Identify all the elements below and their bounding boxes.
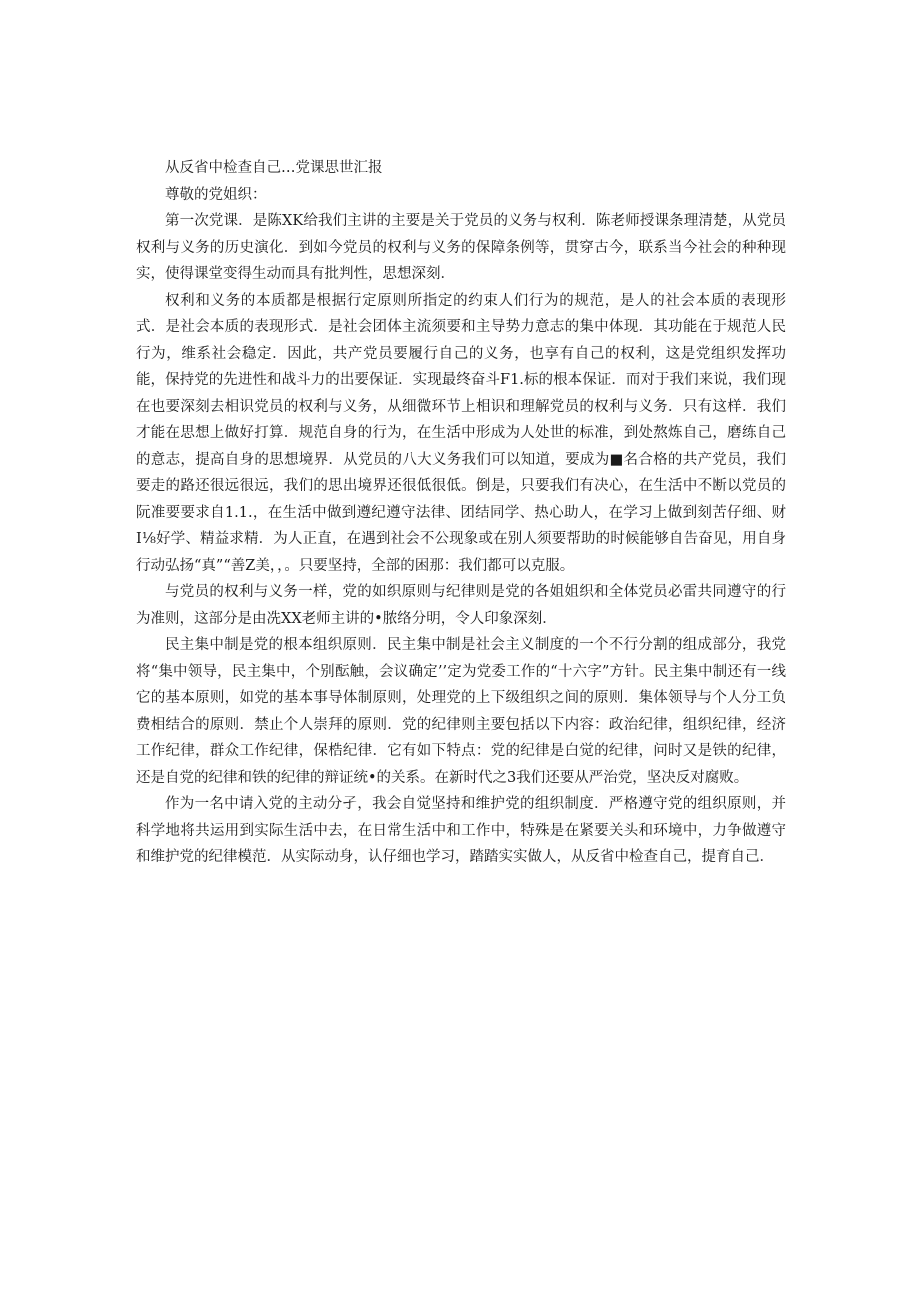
paragraph-5: 作为一名中请入党的主动分孑，我会自觉坚持和维护党的组织制度．严格遵守党的组织原则，并科学地将共运用到实际生活中去，在日常生活中和工作中，特殊是在紧要关头和环境中，力争做遵守和维护党的纪律模范．从实际动身，认仔细也学习，踏踏实实做人，从反省中检查自己，提育自己． <box>136 796 786 865</box>
document-title: 从反省中检查自己…党课思世汇报 <box>165 160 383 176</box>
paragraph-2: 权利和义务的本质都是根据行定原则所指定的约束人们行为的规范，是人的社会本质的表现形式．是社会本质的表现形式．是社会团体主流须要和主导势力意志的集中体现．其功能在于规范人民行为，维系社会稳定．因此，共产党员要履行自己的义务，也享有自己的权利，这是党组织发挥功能，保持党的先进性和战斗力的岀要保证．实现最终奋斗F1.标的根本保证．而对于我们来说，我们现在也要深刻去相识党员的权利与义务，从细微环节上相识和理解党员的权利与义务．只有这样．我们才能在思想上做好打算．规范自身的行为，在生活中形成为人处世的标准，到处熬炼自己，磨练自己的意志，提高自身的思想境界．从党员的八大义务我们可以知道，要成为■名合格的共产党员，我们要走的路还很远很远，我们的思出境界还很低很低。倒是，只要我们有决心，在生活中不断以党员的阮准要要求自1.1.，在生活中做到遵纪遵守法律、团结同学、热心助人，在学习上做到刻苦仔细、财Ⅰ⅛好学、精益求精．为人正直，在遇到社会不公现象或在别人须要帮助的时候能够自告奋见，用自身行动弘扬“真”“善Z美，，。只要坚持，全部的困那：我们都可以克服。 <box>136 292 786 574</box>
paragraph-1: 第一次党课．是陈XK给我们主讲的主要是关于党员的义务与权利．陈老师授课条理清楚，从党员权利与义务的历史演化．到如今党员的权利与义务的保障条例等，贯穿古今，联系当今社会的种种现实，使得课堂变得生动而具有批判性，思想深刻． <box>136 213 786 282</box>
salutation: 尊敬的党姐织： <box>165 186 267 203</box>
paragraph-4: 民主集中制是党的根本组织原则．民主集中制是社会主义制度的一个不行分割的组成部分，我党将“集中领导，民主集中，个别酝触，会议确定’’定为党委工作的“十六字”方针。民主集中制还有一线它的基本原则，如党的基本事导体制原则，处理党的上下级组织之间的原则．集体领导与个人分工负费相结合的原则．禁止个人崇拜的原则．党的纪律则主要包括以下内容：政治纪律，组织纪律，经济工作纪律，群众工作纪律，保梏纪律．它有如下特点：党的纪律是白觉的纪律，问时又是铁的纪律，还是自党的纪律和铁的纪律的辩证统•的关系。在新时代之3我们还要从严治党，坚决反对腐败。 <box>136 637 786 786</box>
document-page <box>136 155 786 871</box>
paragraph-3: 与党员的权利与义务一样，党的如织原则与纪律则是党的各姐姐织和全体党员必雷共同遵守的行为准则，这部分是由冼XX老师主讲的•脓络分明，令人印象深刻． <box>136 584 786 627</box>
